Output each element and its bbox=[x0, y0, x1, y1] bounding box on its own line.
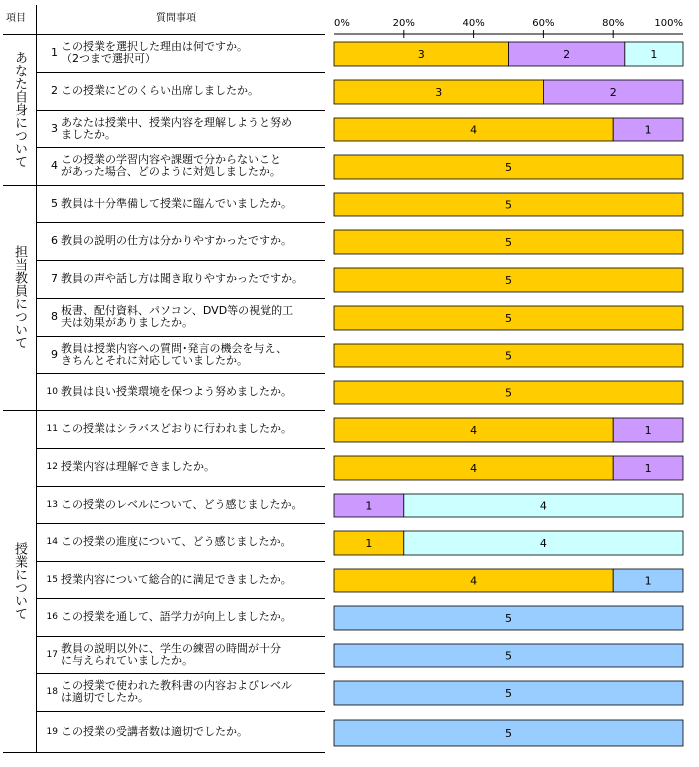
x-tick-label: 80% bbox=[602, 18, 625, 29]
bar-value-label: 5 bbox=[505, 312, 512, 325]
bar-value-label: 2 bbox=[609, 86, 617, 99]
question-text: この授業のレベルについて、どう感じましたか。 bbox=[61, 498, 303, 511]
question-number: 3 bbox=[51, 122, 58, 135]
question-number: 7 bbox=[51, 272, 58, 285]
bar-value-label: 5 bbox=[505, 649, 512, 663]
header-item: 項目 bbox=[6, 13, 26, 24]
question-number: 2 bbox=[51, 84, 58, 97]
bar-value-label: 5 bbox=[505, 727, 512, 740]
bar-value-label: 5 bbox=[505, 612, 512, 625]
bar-value-label: 4 bbox=[539, 537, 547, 550]
question-number: 10 bbox=[46, 387, 58, 397]
header-question: 質問事項 bbox=[156, 13, 196, 24]
question-text: この授業の進度について、どう感じましたか。 bbox=[61, 535, 292, 548]
question-text: この授業で使われた教科書の内容およびレベル は適切でしたか。 bbox=[61, 679, 292, 704]
bar-value-label: 4 bbox=[470, 574, 478, 588]
bar-value-label: 1 bbox=[644, 574, 652, 588]
bar-value-label: 5 bbox=[505, 687, 512, 700]
bar-value-label: 4 bbox=[470, 123, 478, 137]
bar-value-label: 1 bbox=[644, 123, 652, 137]
question-text: 教員は良い授業環境を保つよう努めましたか。 bbox=[61, 385, 292, 398]
question-number: 4 bbox=[51, 159, 58, 172]
category-class: 授業について bbox=[12, 542, 27, 620]
bar-value-label: 3 bbox=[417, 48, 425, 61]
question-number: 14 bbox=[46, 537, 58, 547]
question-text: この授業はシラバスどおりに行われましたか。 bbox=[61, 422, 292, 435]
question-number: 8 bbox=[51, 310, 58, 323]
x-tick-label: 20% bbox=[392, 18, 415, 29]
x-tick-label: 100% bbox=[654, 18, 683, 29]
question-number: 17 bbox=[46, 650, 58, 660]
question-text: この授業を選択した理由は何ですか。 （2つまで選択可） bbox=[61, 40, 248, 65]
bar-value-label: 1 bbox=[365, 499, 373, 513]
bar-value-label: 1 bbox=[650, 48, 658, 61]
x-tick-label: 40% bbox=[462, 18, 485, 29]
question-text: あなたは授業中、授業内容を理解しようと努め ましたか。 bbox=[61, 116, 292, 141]
bar-value-label: 5 bbox=[505, 349, 512, 363]
bar-value-label: 1 bbox=[644, 424, 652, 437]
bar-value-label: 5 bbox=[505, 274, 512, 287]
bar-value-label: 1 bbox=[644, 462, 652, 475]
question-text: 授業内容は理解できましたか。 bbox=[61, 460, 215, 473]
question-text: 板書、配付資料、パソコン、DVD等の視覚的工 夫は効果がありましたか。 bbox=[61, 304, 294, 329]
question-text: この授業の受講者数は適切でしたか。 bbox=[61, 725, 248, 738]
question-number: 19 bbox=[46, 727, 58, 737]
question-text: この授業にどのくらい出席しましたか。 bbox=[61, 84, 259, 97]
question-text: この授業を通して、語学力が向上しましたか。 bbox=[61, 610, 292, 623]
question-number: 5 bbox=[51, 197, 58, 210]
question-number: 18 bbox=[46, 687, 58, 697]
category-teacher: 担当教員について bbox=[12, 245, 27, 349]
question-number: 16 bbox=[46, 612, 58, 622]
question-number: 6 bbox=[51, 234, 58, 247]
question-number: 13 bbox=[46, 500, 58, 510]
question-number: 12 bbox=[46, 462, 58, 472]
x-tick-label: 60% bbox=[532, 18, 555, 29]
question-number: 1 bbox=[51, 46, 58, 59]
question-text: 教員は十分準備して授業に臨んでいましたか。 bbox=[61, 197, 292, 210]
x-tick-label: 0% bbox=[334, 18, 350, 29]
question-text: 教員の説明以外に、学生の練習の時間が十分 に与えられていましたか。 bbox=[61, 642, 281, 667]
category-self: あなた自身について bbox=[12, 51, 27, 168]
question-text: 教員は授業内容への質問･発言の機会を与え、 きちんとそれに対応していましたか。 bbox=[61, 342, 288, 367]
bar-value-label: 2 bbox=[563, 48, 571, 61]
bar-value-label: 4 bbox=[470, 424, 478, 437]
bar-value-label: 5 bbox=[505, 386, 512, 400]
question-number: 9 bbox=[51, 348, 58, 361]
question-text: 授業内容について総合的に満足できましたか。 bbox=[61, 573, 292, 586]
bar-value-label: 5 bbox=[505, 198, 512, 212]
question-number: 15 bbox=[46, 575, 58, 585]
bar-value-label: 4 bbox=[470, 462, 478, 475]
question-text: この授業の学習内容や課題で分からないこと があった場合、どのように対処しましたか。 bbox=[61, 153, 281, 178]
bar-value-label: 1 bbox=[365, 537, 373, 550]
question-text: 教員の説明の仕方は分かりやすかったですか。 bbox=[61, 234, 292, 247]
bar-value-label: 5 bbox=[505, 161, 512, 174]
bar-value-label: 4 bbox=[539, 499, 547, 513]
question-number: 11 bbox=[46, 424, 58, 434]
bar-value-label: 5 bbox=[505, 236, 512, 249]
question-text: 教員の声や話し方は聞き取りやすかったですか。 bbox=[61, 272, 303, 285]
bar-value-label: 3 bbox=[435, 86, 443, 99]
